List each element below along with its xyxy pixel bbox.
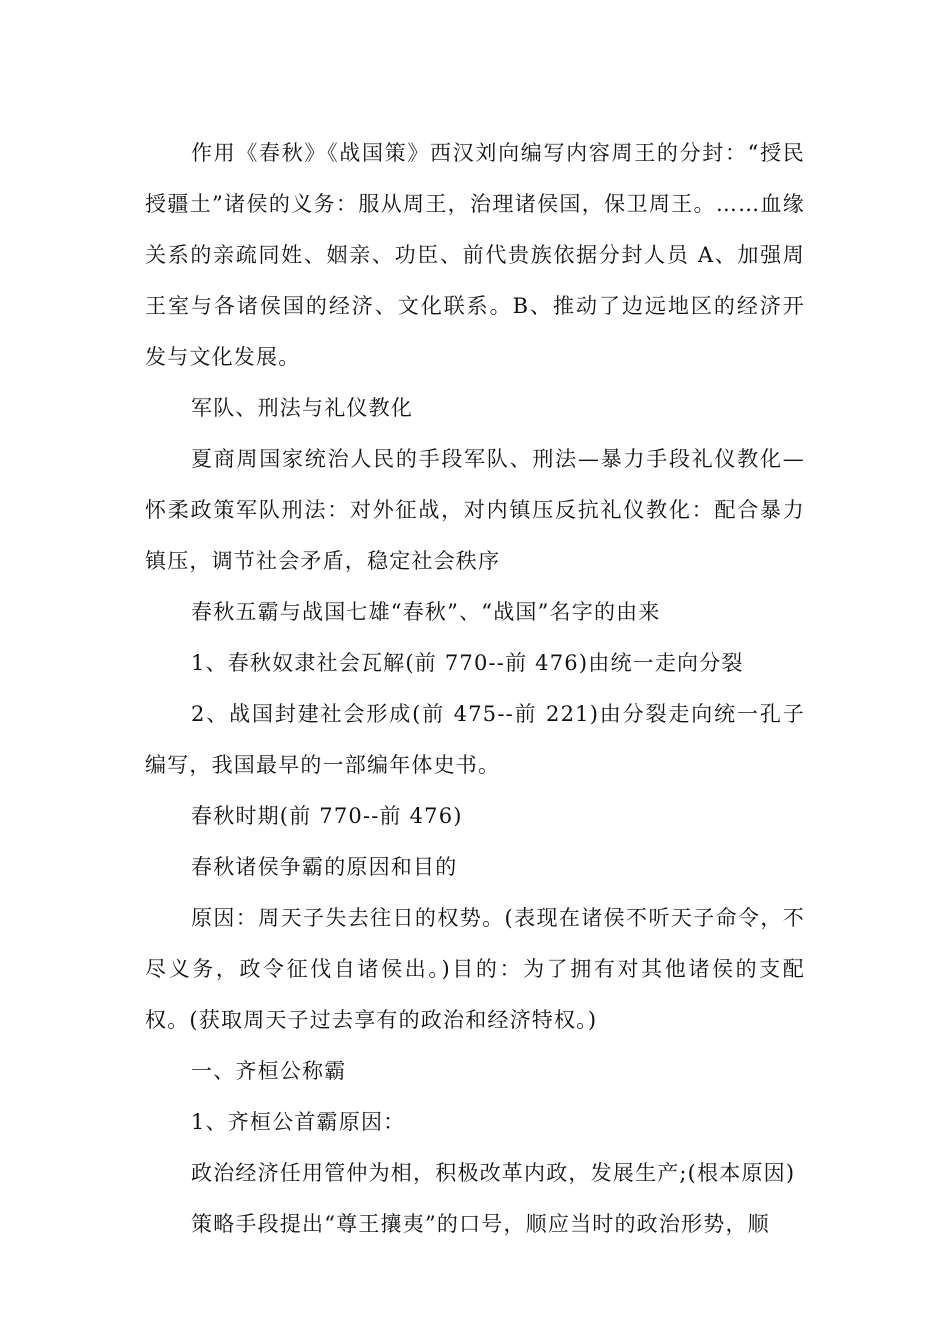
heading-chunqiu-period: 春秋时期(前 770--前 476)	[191, 804, 463, 828]
paragraph-politics-economy: 政治经济任用管仲为相，积极改革内政，发展生产;(根本原因)	[191, 1161, 796, 1185]
list-item-chunqiu: 1、春秋奴隶社会瓦解(前 770--前 476)由统一走向分裂	[191, 651, 744, 675]
document-body	[145, 128, 805, 1250]
paragraph-rule-methods: 夏商周国家统治人民的手段军队、刑法—暴力手段礼仪教化—怀柔政策军队刑法：对外征战，对内镇压反抗礼仪教化：配合暴力镇压，调节社会矛盾，稳定社会秩序	[145, 447, 805, 573]
heading-qi-huangong: 一、齐桓公称霸	[191, 1059, 347, 1083]
paragraph-strategy: 策略手段提出“尊王攘夷”的口号，顺应当时的政治形势，顺	[191, 1212, 770, 1236]
list-item-first-hegemon: 1、齐桓公首霸原因：	[191, 1110, 406, 1134]
paragraph-fenfeng: 作用《春秋》《战国策》西汉刘向编写内容周王的分封：“授民授疆土”诸侯的义务：服从周王，治理诸侯国，保卫周王。……血缘关系的亲疏同姓、姻亲、功臣、前代贵族依据分封人员 A、加强周王室与各诸侯国的经济、文化联系。B、推动了边远地区的经济开发与文化发展。	[145, 141, 805, 369]
heading-five-hegemons: 春秋五霸与战国七雄“春秋”、“战国”名字的由来	[191, 600, 661, 624]
heading-army-law-ritual: 军队、刑法与礼仪教化	[191, 396, 413, 420]
heading-hegemony-reasons: 春秋诸侯争霸的原因和目的	[191, 855, 458, 879]
list-item-zhanguo: 2、战国封建社会形成(前 475--前 221)由分裂走向统一孔子编写，我国最早的一部编年体史书。	[145, 702, 805, 777]
paragraph-reasons-goals: 原因：周天子失去往日的权势。(表现在诸侯不听天子命令，不尽义务，政令征伐自诸侯出。)目的：为了拥有对其他诸侯的支配权。(获取周天子过去享有的政治和经济特权。)	[145, 906, 805, 1032]
